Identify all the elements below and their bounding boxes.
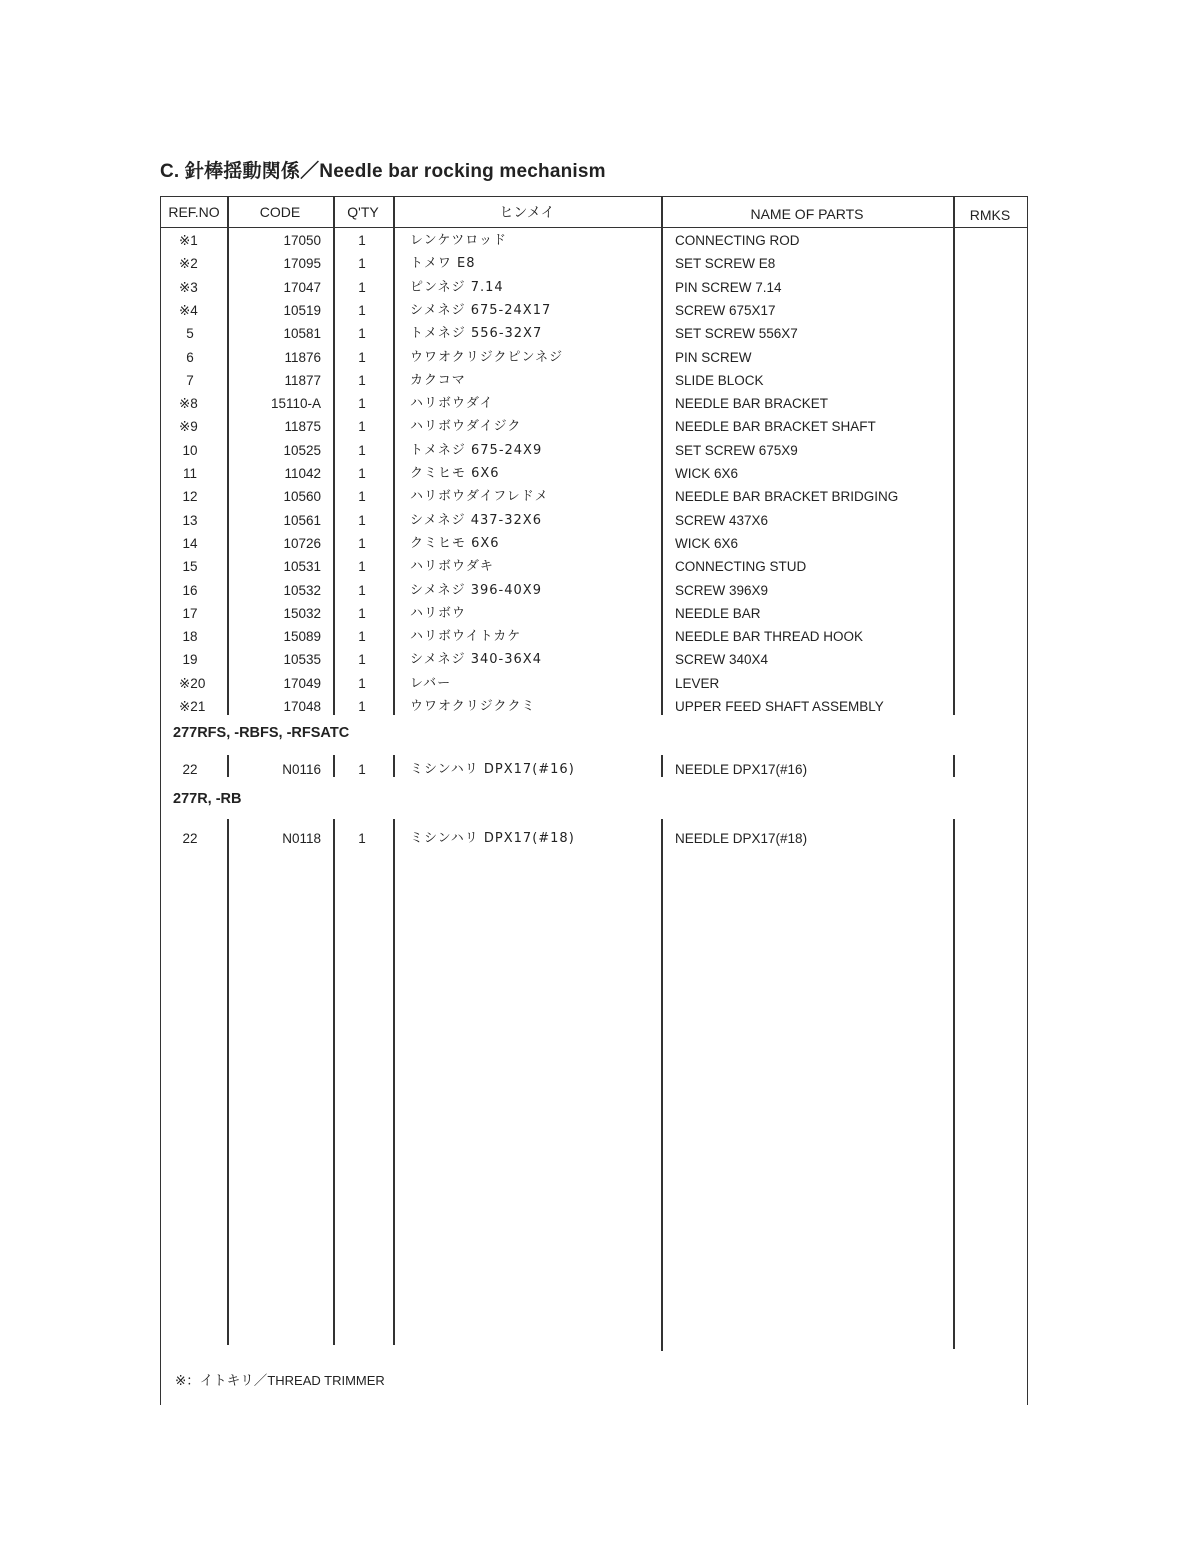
footnote-jp: ※：イトキリ／ [175,1373,268,1389]
part-name-jp: レバー [410,675,452,691]
ref-no: 18 [182,629,198,645]
page-title: C. 針棒揺動関係／Needle bar rocking mechanism [160,161,606,182]
part-name: PIN SCREW [675,349,752,365]
header-jp-name: ヒンメイ [499,204,555,220]
part-name: SLIDE BLOCK [675,372,764,388]
table-row [161,758,1027,781]
part-name: NEEDLE DPX17(#16) [675,762,808,777]
quantity: 1 [358,256,366,272]
ref-no: ※8 [179,396,198,412]
part-name: NEEDLE BAR BRACKET [675,396,829,412]
header-divider [333,197,335,227]
part-name-jp: ハリボウダイフレドメ [410,489,549,505]
ref-no: ※3 [179,279,198,295]
part-name-jp: トメネジ 675-24X9 [410,442,543,458]
part-code: 15032 [283,605,321,621]
ref-no: 15 [182,559,198,575]
part-name-jp: レンケツロッド [410,233,508,248]
ref-no: 10 [182,442,198,458]
table-row [161,462,1027,485]
part-code: 10560 [283,489,321,505]
table-row [161,625,1027,648]
quantity: 1 [358,652,366,668]
part-name-jp: ウワオクリジクピンネジ [410,349,564,365]
part-name-jp: クミヒモ 6X6 [410,466,500,481]
ref-no: ※21 [179,699,206,714]
quantity: 1 [358,396,366,412]
table-row [161,415,1027,438]
ref-no: 17 [182,605,198,621]
header-divider [227,197,229,227]
part-name-jp: ミシンハリ DPX17(#18) [410,831,575,846]
part-name-jp: シメネジ 396-40X9 [410,582,542,598]
part-name: PIN SCREW 7.14 [675,279,782,295]
quantity: 1 [358,762,366,777]
part-code: 15110-A [270,396,321,412]
part-name-jp: シメネジ 675-24X17 [410,302,552,318]
table-row [161,252,1027,275]
part-name-jp: クミヒモ 6X6 [410,535,500,551]
part-code: 10726 [283,535,321,551]
quantity: 1 [358,629,366,645]
column-divider [953,819,955,1349]
part-name-jp: ピンネジ 7.14 [410,279,504,295]
part-name: SCREW 437X6 [675,512,769,528]
table-row [161,322,1027,345]
part-code: 10525 [283,442,321,458]
part-code: 10581 [283,326,321,342]
ref-no: ※9 [179,419,198,435]
table-row [161,648,1027,671]
quantity: 1 [358,349,366,365]
part-name: CONNECTING ROD [675,233,800,248]
header-code: CODE [259,204,301,220]
quantity: 1 [358,279,366,295]
ref-no: 22 [182,762,198,777]
part-code: N0116 [282,762,321,777]
part-code: 10535 [283,652,321,668]
quantity: 1 [358,831,366,846]
part-name: NEEDLE BAR BRACKET BRIDGING [675,489,899,505]
part-name: SCREW 675X17 [675,302,776,318]
part-name-jp: シメネジ 437-32X6 [410,512,542,528]
ref-no: 6 [186,349,194,365]
table-row [161,532,1027,555]
part-code: 11875 [284,419,321,435]
ref-no: ※1 [179,233,198,248]
ref-no: ※20 [179,675,206,691]
ref-no: ※4 [179,302,198,318]
table-row [161,695,1027,718]
part-name-jp: ハリボウ [410,605,467,621]
quantity: 1 [358,675,366,691]
ref-no: 5 [186,326,194,342]
part-name: SET SCREW 556X7 [675,326,798,342]
part-code: 10519 [283,302,321,318]
part-code: 17049 [283,675,321,691]
part-name-jp: トメワ E8 [410,256,476,272]
table-row [161,579,1027,602]
part-name-jp: ウワオクリジククミ [410,699,536,714]
table-row [161,229,1027,252]
table-row [161,369,1027,392]
part-code: 15089 [283,629,321,645]
table-row [161,602,1027,625]
part-code: 11877 [284,372,321,388]
header-name-of-parts: NAME OF PARTS [750,206,864,222]
part-name: NEEDLE BAR [675,605,761,621]
column-divider [333,819,335,1345]
part-code: 10532 [283,582,321,598]
header-divider [661,197,663,227]
part-name-jp: カクコマ [410,372,466,388]
table-row [161,672,1027,695]
table-row [161,346,1027,369]
part-code: 17095 [283,256,321,272]
part-name-jp: ハリボウダイジク [410,419,522,435]
column-divider [393,819,395,1345]
part-name: LEVER [675,675,720,691]
part-name: WICK 6X6 [675,466,739,481]
quantity: 1 [358,605,366,621]
quantity: 1 [358,326,366,342]
header-ref-no: REF.NO [168,204,220,220]
table-row [161,299,1027,322]
part-name: NEEDLE BAR THREAD HOOK [675,629,864,645]
part-name: SET SCREW 675X9 [675,442,798,458]
quantity: 1 [358,512,366,528]
part-code: 11042 [284,466,321,481]
part-code: 17048 [283,699,321,714]
footnote-en: THREAD TRIMMER [267,1373,385,1388]
table-row [161,392,1027,415]
ref-no: 7 [186,372,194,388]
column-divider [661,819,663,1351]
footnote [175,1369,385,1389]
part-name-jp: ハリボウイトカケ [410,629,522,645]
part-name: WICK 6X6 [675,535,739,551]
part-code: 17047 [283,279,321,295]
quantity: 1 [358,535,366,551]
header-divider [393,197,395,227]
table-header [161,197,1027,228]
part-name: CONNECTING STUD [675,559,807,575]
table-row [161,276,1027,299]
model-group-label: 277RFS, -RBFS, -RFSATC [173,725,350,741]
part-name-jp: ハリボウダイ [410,396,494,412]
parts-table [160,196,1028,1405]
quantity: 1 [358,466,366,481]
part-code: N0118 [282,831,321,846]
ref-no: 14 [182,535,198,551]
quantity: 1 [358,582,366,598]
header-divider [953,197,955,227]
part-code: 10531 [283,559,321,575]
quantity: 1 [358,233,366,248]
ref-no: ※2 [179,256,198,272]
table-row [161,509,1027,532]
quantity: 1 [358,419,366,435]
part-name: SET SCREW E8 [675,256,776,272]
part-name: SCREW 396X9 [675,582,769,598]
ref-no: 19 [182,652,198,668]
quantity: 1 [358,442,366,458]
quantity: 1 [358,302,366,318]
part-name-jp: ハリボウダキ [410,559,494,575]
ref-no: 11 [182,466,197,481]
ref-no: 13 [182,512,198,528]
part-name-jp: ミシンハリ DPX17(#16) [410,762,575,777]
quantity: 1 [358,489,366,505]
part-code: 17050 [283,233,321,248]
ref-no: 16 [182,582,198,598]
part-name-jp: シメネジ 340-36X4 [410,652,542,668]
column-divider [227,819,229,1345]
quantity: 1 [358,699,366,714]
table-row [161,439,1027,462]
ref-no: 22 [182,831,198,846]
table-row [161,555,1027,578]
part-code: 10561 [283,512,321,528]
ref-no: 12 [182,489,198,505]
table-row [161,827,1027,850]
part-name: UPPER FEED SHAFT ASSEMBLY [675,699,884,714]
header-qty: Q'TY [347,204,379,220]
part-name: NEEDLE BAR BRACKET SHAFT [675,419,876,435]
table-row [161,485,1027,508]
quantity: 1 [358,372,366,388]
quantity: 1 [358,559,366,575]
header-remarks: RMKS [969,207,1011,223]
part-name-jp: トメネジ 556-32X7 [410,326,543,342]
part-name: SCREW 340X4 [675,652,769,668]
part-name: NEEDLE DPX17(#18) [675,831,808,846]
model-group-label: 277R, -RB [173,791,242,807]
part-code: 11876 [284,349,321,365]
